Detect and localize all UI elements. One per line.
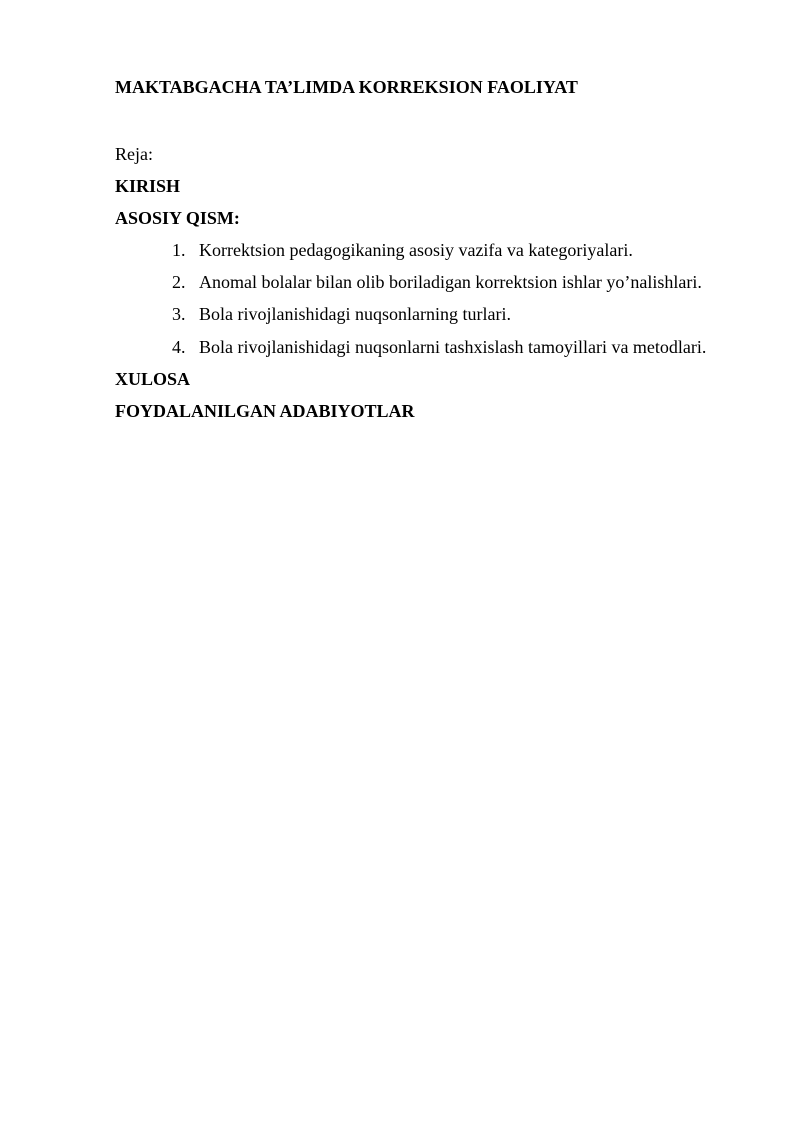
list-item-number: 1. — [172, 240, 186, 260]
list-item-number: 4. — [172, 337, 186, 357]
list-item-text: Bola rivojlanishidagi nuqsonlarni tashxislash tamoyillari va metodlari. — [199, 337, 707, 357]
list-item — [172, 271, 702, 293]
list-item-number: 3. — [172, 304, 186, 324]
section-intro: KIRISH — [115, 176, 181, 196]
section-main-part: ASOSIY QISM: — [115, 208, 240, 228]
list-item-text: Korrektsion pedagogikaning asosiy vazifa va kategoriyalari. — [199, 240, 633, 260]
list-item — [172, 303, 511, 325]
list-item — [172, 239, 633, 261]
list-item-number: 2. — [172, 272, 186, 292]
section-references: FOYDALANILGAN ADABIYOTLAR — [115, 401, 415, 421]
list-item-text: Bola rivojlanishidagi nuqsonlarning turlari. — [199, 304, 511, 324]
list-item-text: Anomal bolalar bilan olib boriladigan korrektsion ishlar yo’nalishlari. — [199, 272, 702, 292]
list-item — [172, 336, 706, 358]
section-conclusion: XULOSA — [115, 369, 191, 389]
document-title: MAKTABGACHA TA’LIMDA KORREKSION FAOLIYAT — [115, 77, 578, 97]
plan-label: Reja: — [115, 144, 153, 164]
